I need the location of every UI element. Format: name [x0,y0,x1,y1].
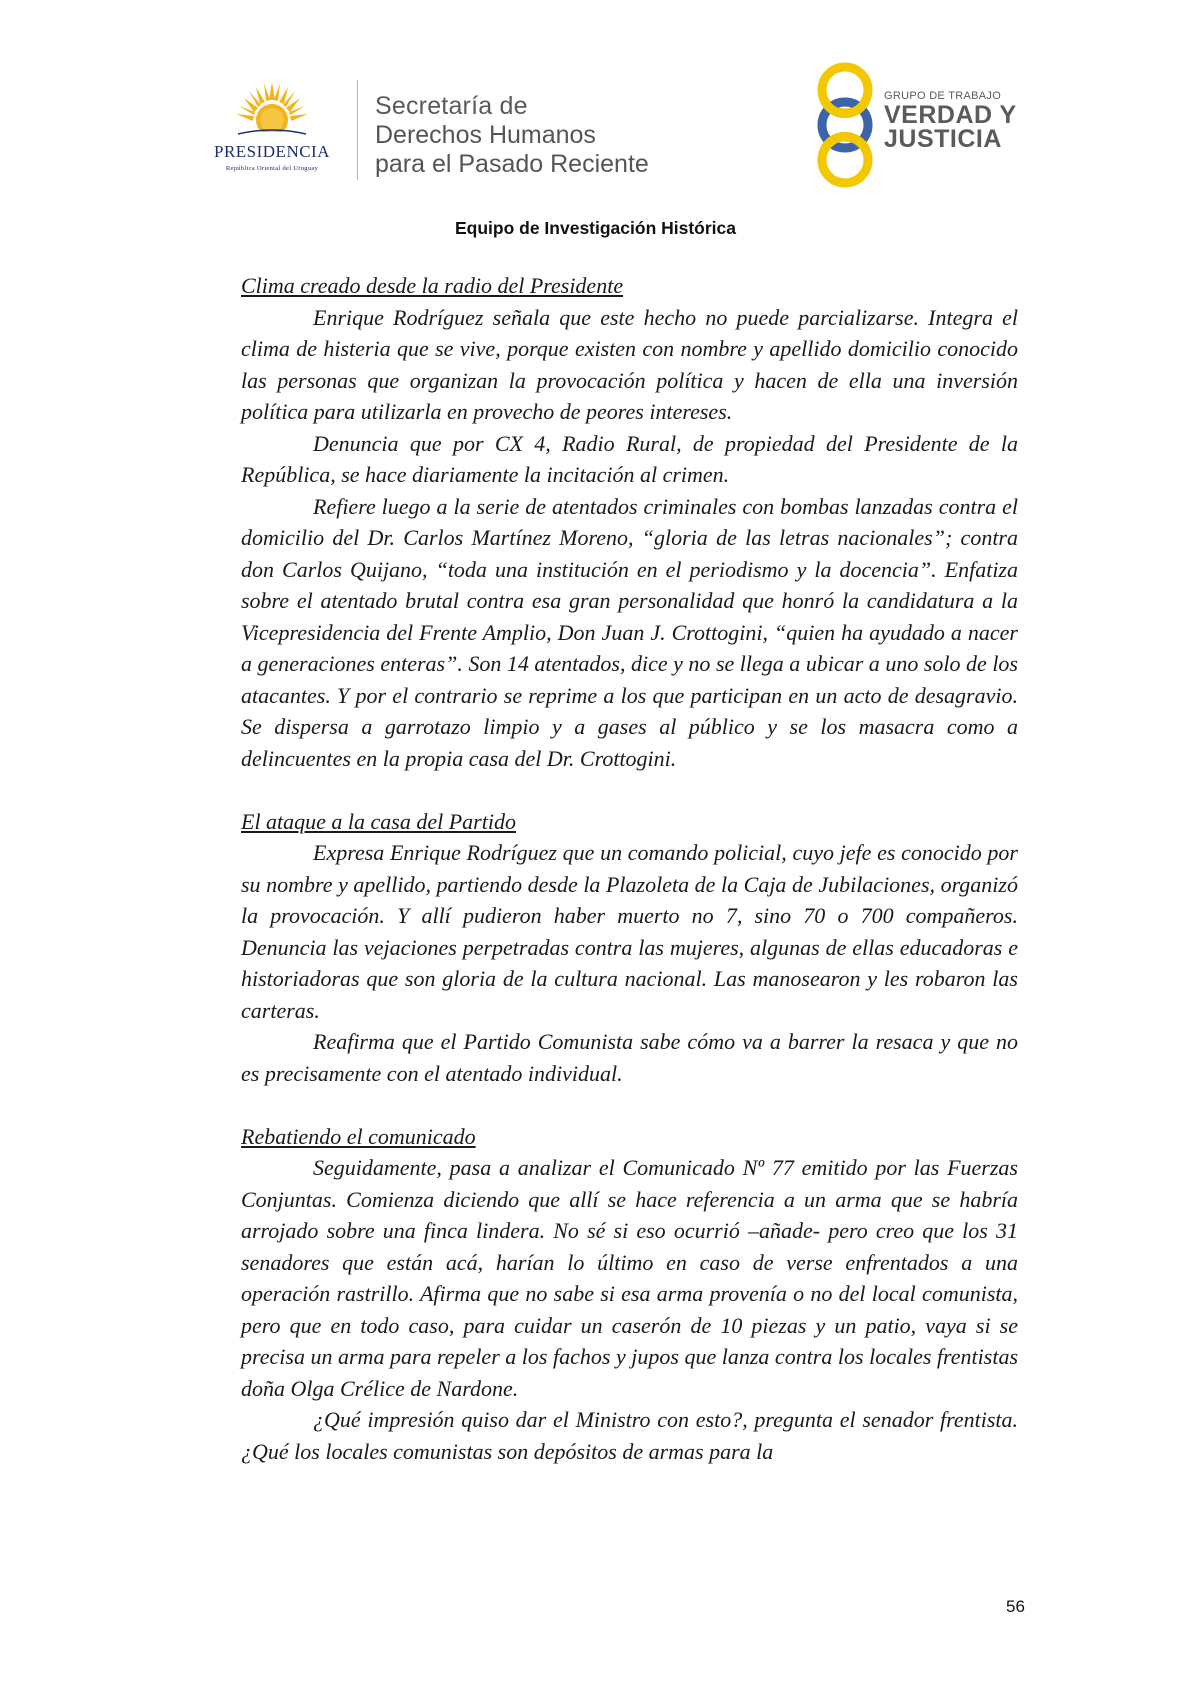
page-header [0,0,1191,200]
sun-icon [234,80,310,142]
secretaria-logo-text [375,92,649,179]
grupo-line-2: VERDAD Y [884,101,1017,129]
paragraph: Enrique Rodríguez señala que este hecho no puede parcializarse. Integra el clima de histeria que se vive, porque existen con nombre y apellido domicilio conocido las personas que organizan la provocación política y hacen de ella una inversión política para utilizarla en provecho de peores intereses. [241,304,1018,424]
secretaria-line-1: Secretaría de [375,92,528,120]
grupo-line-3: JUSTICIA [884,125,1002,153]
presidencia-name: PRESIDENCIA [213,142,330,161]
page-number: 56 [1006,1597,1025,1616]
section-spacer [241,774,1018,806]
section-heading: Clima creado desde la radio del Presidente [241,273,624,298]
grupo-line-1: GRUPO DE TRABAJO [884,90,1002,102]
secretaria-line-2: Derechos Humanos [375,121,596,149]
rings-icon [810,60,880,190]
paragraph: Seguidamente, pasa a analizar el Comunicado Nº 77 emitido por las Fuerzas Conjuntas. Comienza diciendo que allí se hace referencia a un arma que se habría arrojado sobre una finca lindera. No sé si eso ocurrió –añade- pero creo que los 31 senadores que están acá, harían lo último en caso de verse enfrentados a una operación rastrillo. Afirma que no sabe si esa arma provenía o no del local comunista, pero que en todo caso, para cuidar un caserón de 10 piezas y un patio, vaya si se precisa un arma para repeler a los fachos y jupos que lanza contra los locales frentistas doña Olga Crélice de Nardone. [241,1155,1018,1401]
secretaria-line-3: para el Pasado Reciente [375,150,649,178]
document-body [241,270,1018,1467]
paragraph: Expresa Enrique Rodríguez que un comando policial, cuyo jefe es conocido por su nombre y apellido, partiendo desde la Plazoleta de la Caja de Jubilaciones, organizó la provocación. Y allí pudieron haber muerto no 7, sino 70 o 700 compañeros. Denuncia las vejaciones perpetradas contra las mujeres, algunas de ellas educadoras e historiadoras que son gloria de la cultura nacional. Las manosearon y les robaron las carteras. [241,840,1018,1023]
paragraph: Refiere luego a la serie de atentados criminales con bombas lanzadas contra el domicilio del Dr. Carlos Martínez Moreno, “gloria de las letras nacionales”; contra don Carlos Quijano, “toda una institución en el periodismo y la docencia”. Enfatiza sobre el atentado brutal contra esa gran personalidad que honró la candidatura a la Vicepresidencia del Frente Amplio, Don Juan J. Crottogini, “quien ha ayudado a nacer a generaciones enteras”. Son 14 atentados, dice y no se llega a ubicar a uno solo de los atacantes. Y por el contrario se reprime a los que participan en un acto de desagravio. Se dispersa a garrotazo limpio y a gases al público y se los masacra como a delincuentes en la propia casa del Dr. Crottogini. [241,493,1018,771]
verdad-justicia-logo [810,60,1040,190]
presidencia-logo [196,80,348,180]
section-spacer [241,1089,1018,1121]
section-heading: El ataque a la casa del Partido [241,808,516,834]
paragraph: Reafirma que el Partido Comunista sabe cómo va a barrer la resaca y que no es precisamente con el atentado individual. [241,1029,1018,1086]
verdad-justicia-text [884,90,1017,151]
header-divider [357,80,358,180]
team-title: Equipo de Investigación Histórica [454,218,737,238]
section-heading: Rebatiendo el comunicado [241,1123,476,1149]
paragraph: ¿Qué impresión quiso dar el Ministro con esto?, pregunta el senador frentista. ¿Qué los locales comunistas son depósitos de armas para la [241,1407,1018,1464]
presidencia-subtitle: República Oriental del Uruguay [225,165,319,172]
paragraph: Denuncia que por CX 4, Radio Rural, de propiedad del Presidente de la República, se hace diariamente la incitación al crimen. [241,430,1018,487]
